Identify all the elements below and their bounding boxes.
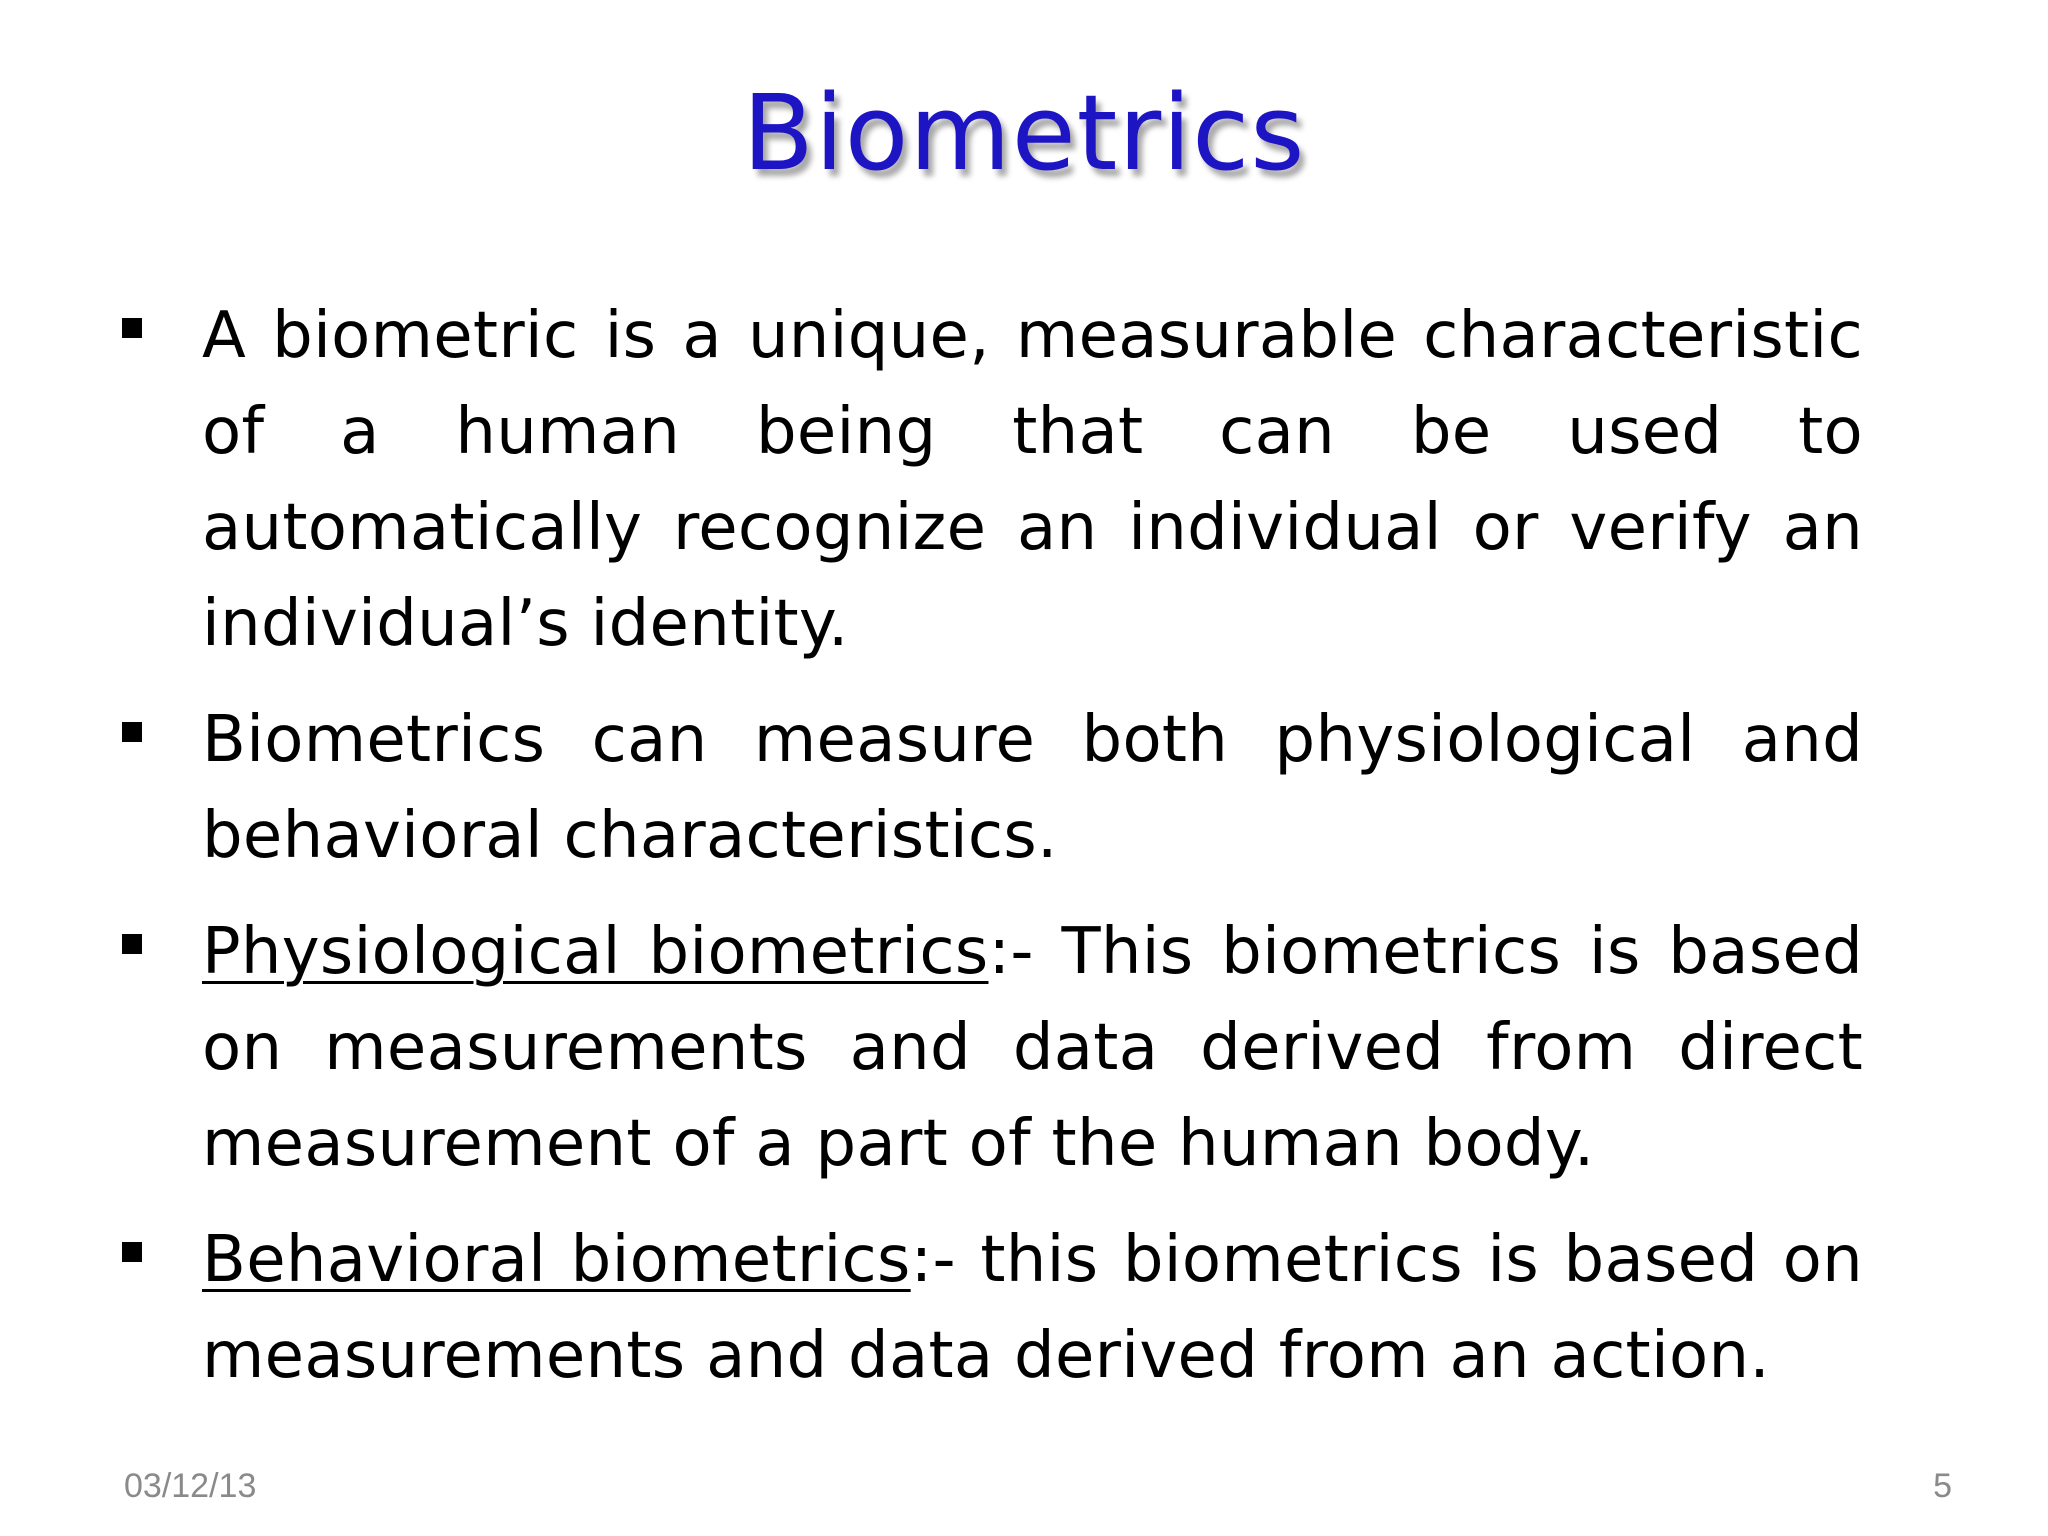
square-bullet-icon <box>122 722 142 742</box>
slide-date: 03/12/13 <box>124 1467 257 1505</box>
bullet-item-physiological <box>118 904 1863 1192</box>
bullet-item-measurement-types <box>118 692 1863 884</box>
bullet-text: :- This biometrics is based on measurements and data derived from direct measurement of a part of the human body. <box>202 915 1863 1181</box>
square-bullet-icon <box>122 318 142 338</box>
behavioral-biometrics-term: Behavioral biometrics <box>202 1223 911 1297</box>
slide-title: Biometrics <box>742 72 1306 194</box>
bullet-text: :- this biometrics is based on measurements and data derived from an action. <box>202 1223 1863 1393</box>
slide-page-number: 5 <box>1933 1467 1952 1505</box>
bullet-list <box>118 288 1863 1424</box>
bullet-text: Biometrics can measure both physiological and behavioral characteristics. <box>202 703 1863 873</box>
bullet-item-behavioral <box>118 1212 1863 1404</box>
bullet-item-definition <box>118 288 1863 672</box>
square-bullet-icon <box>122 934 142 954</box>
bullet-text: A biometric is a unique, measurable characteristic of a human being that can be used to automatically recognize an individual or verify an individual’s identity. <box>202 299 1863 661</box>
square-bullet-icon <box>122 1242 142 1262</box>
physiological-biometrics-term: Physiological biometrics <box>202 915 989 989</box>
